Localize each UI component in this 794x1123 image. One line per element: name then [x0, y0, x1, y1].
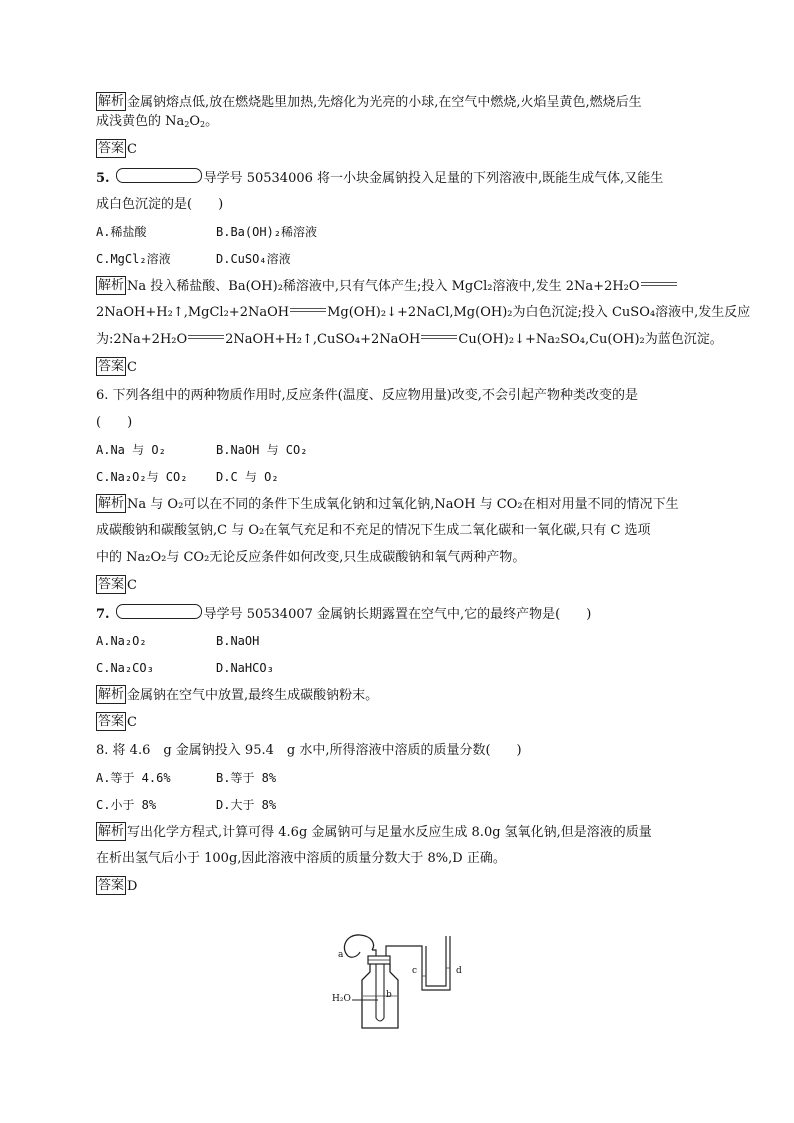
q5-option-c: C.MgCl₂溶液 [96, 252, 171, 266]
explanation-tag: 解析 [98, 496, 125, 511]
reaction-equals-sign [421, 335, 457, 339]
q8-options-row-2 [96, 795, 696, 815]
answer-tag: 答案 [98, 359, 125, 374]
q6-option-c: C.Na₂O₂与 CO₂ [96, 470, 188, 484]
q6-stem-line-1: 6. 下列各组中的两种物质作用时,反应条件(温度、反应物用量)改变,不会引起产物种类改变的是 [96, 388, 638, 403]
q8-explanation-line-2: 在析出氢气后小于 100g,因此溶液中溶质的质量分数大于 8%,D 正确。 [96, 851, 506, 866]
q8-option-a: A.等于 4.6% [96, 771, 171, 785]
document-page [96, 92, 751, 896]
q5-option-b: B.Ba(OH)₂稀溶液 [216, 225, 318, 239]
answer-tag: 答案 [98, 577, 125, 592]
q6-explanation-line-2: 成碳酸钠和碳酸氢钠,C 与 O₂在氧气充足和不充足的情况下生成二氧化碳和一氧化碳,只有 C 选项 [96, 523, 651, 538]
q5-explanation-line-3: 为:2Na+2H₂O 2NaOH+H₂↑,CuSO₄+2NaOH Cu(OH)₂↓+Na₂SO₄,Cu(OH)₂为蓝色沉淀。 [96, 332, 723, 347]
explanation-tag: 解析 [98, 278, 125, 293]
q6-options-row-1 [96, 440, 696, 460]
explanation-tag: 解析 [98, 687, 125, 702]
q7-options-row-1 [96, 631, 696, 651]
q8-options-row-1 [96, 768, 696, 788]
q5-stem-line-2: 成白色沉淀的是( ) [96, 197, 224, 212]
apparatus-figure [330, 926, 470, 1036]
q6-stem-line-2: ( ) [96, 415, 133, 430]
answer-tag: 答案 [98, 141, 125, 156]
q8-option-c: C.小于 8% [96, 798, 157, 812]
q8-explanation-line-1: 解析 写出化学方程式,计算可得 4.6g 金属钠可与足量水反应生成 8.0g 氢氧化钠,但是溶液的质量 [98, 824, 652, 840]
q6-explanation-line-1: 解析 Na 与 O₂可以在不同的条件下生成氧化钠和过氧化钠,NaOH 与 CO₂在相对用量不同的情况下生 [98, 496, 679, 512]
q5-option-a: A.稀盐酸 [96, 225, 147, 239]
question-id-badge [116, 168, 202, 183]
label-a: a [338, 950, 344, 960]
q7-answer: 答案 C [98, 714, 137, 730]
delivery-tube [386, 936, 450, 990]
explanation-tag: 解析 [98, 824, 125, 839]
q5-answer: 答案 C [98, 359, 137, 375]
q5-explanation-line-1: 解析 Na 投入稀盐酸、Ba(OH)₂稀溶液中,只有气体产生;投入 MgCl₂溶液中,发生 2Na+2H₂O [96, 276, 696, 296]
reaction-equals-sign [188, 335, 224, 339]
q7-stem-line-1: 7. 导学号 50534007 金属钠长期露置在空气中,它的最终产物是( ) [96, 604, 696, 624]
q5-options-row-2 [96, 249, 696, 269]
q4-answer: 答案 C [98, 141, 137, 157]
reaction-equals-sign [641, 282, 677, 286]
label-b: b [386, 990, 392, 1000]
q6-option-b: B.NaOH 与 CO₂ [216, 443, 308, 457]
q5-stem-line-1: 5. 导学号 50534006 将一小块金属钠投入足量的下列溶液中,既能生成气体,又能生 [96, 168, 696, 188]
q8-answer: 答案 D [98, 878, 138, 894]
q8-stem-line-1: 8. 将 4.6 g 金属钠投入 95.4 g 水中,所得溶液中溶质的质量分数( ) [96, 743, 522, 758]
q5-options-row-1 [96, 222, 696, 242]
reaction-equals-sign [290, 308, 326, 312]
q7-explanation-line-1: 解析 金属钠在空气中放置,最终生成碳酸钠粉末。 [98, 687, 379, 703]
q4-explanation-line-1: 解析 金属钠熔点低,放在燃烧匙里加热,先熔化为光亮的小球,在空气中燃烧,火焰呈黄色,燃烧后生 [98, 94, 642, 110]
q5-explanation-line-2: 2NaOH+H₂↑,MgCl₂+2NaOH Mg(OH)₂↓+2NaCl,Mg(OH)₂为白色沉淀;投入 CuSO₄溶液中,发生反应 [96, 305, 751, 320]
q7-option-d: D.NaHCO₃ [216, 661, 274, 675]
q7-option-c: C.Na₂CO₃ [96, 661, 154, 675]
answer-tag: 答案 [98, 878, 125, 893]
q6-answer: 答案 C [98, 577, 137, 593]
label-c: c [412, 966, 418, 976]
q7-option-b: B.NaOH [216, 634, 260, 648]
apparatus-drawing [330, 926, 470, 1036]
answer-tag: 答案 [98, 714, 125, 729]
q6-option-a: A.Na 与 O₂ [96, 443, 166, 457]
q6-option-d: D.C 与 O₂ [216, 470, 279, 484]
q8-option-d: D.大于 8% [216, 798, 277, 812]
test-tube-b [376, 964, 384, 1021]
q8-option-b: B.等于 8% [216, 771, 277, 785]
label-h2o: H₂O [332, 994, 351, 1004]
q4-explanation-line-2: 成浅黄色的 $Na_2O_2$。 [96, 114, 219, 129]
q7-options-row-2 [96, 658, 696, 678]
question-id-badge [116, 604, 202, 619]
explanation-tag: 解析 [98, 94, 125, 109]
q6-explanation-line-3: 中的 Na₂O₂与 CO₂无论反应条件如何改变,只生成碳酸钠和氧气两种产物。 [96, 550, 526, 565]
label-d: d [456, 966, 462, 976]
q6-options-row-2 [96, 467, 696, 487]
q7-option-a: A.Na₂O₂ [96, 634, 147, 648]
q5-option-d: D.CuSO₄溶液 [216, 252, 291, 266]
